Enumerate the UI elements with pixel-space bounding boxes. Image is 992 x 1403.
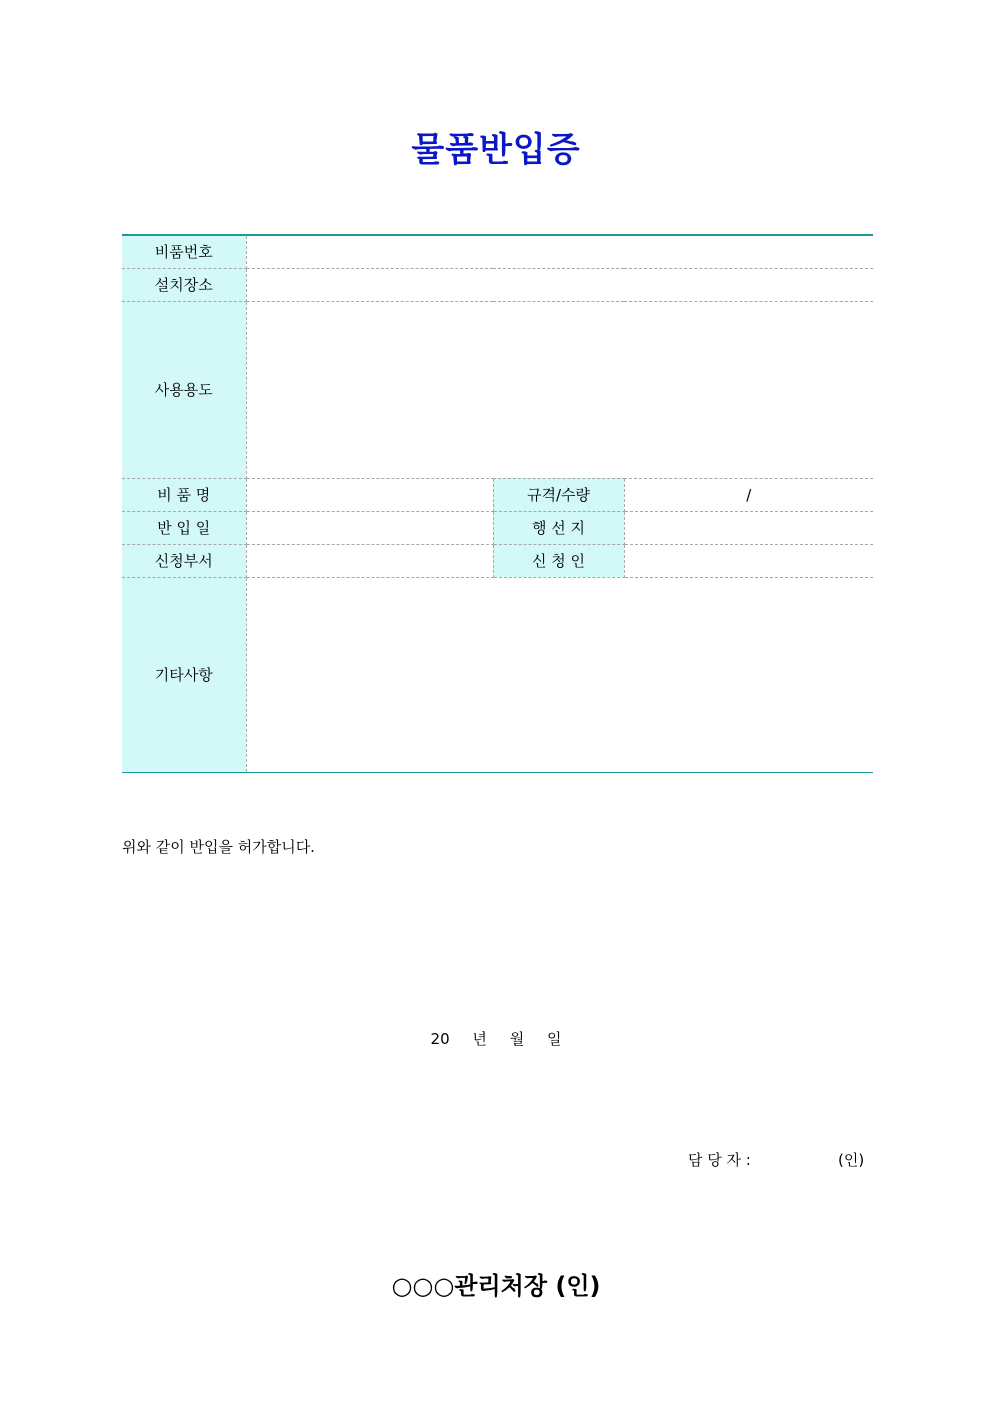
item-name-field[interactable]	[246, 478, 493, 511]
row-item-name	[122, 478, 873, 511]
manager-seal: (인)	[838, 1151, 865, 1169]
remarks-field[interactable]	[246, 577, 873, 772]
import-form-table	[122, 234, 873, 773]
manager-label: 담 당 자 :	[688, 1151, 751, 1169]
remarks-label: 기타사항	[122, 577, 246, 772]
date-year: 년	[472, 1030, 487, 1048]
date-year-prefix: 20	[430, 1030, 450, 1048]
date-month: 월	[509, 1030, 525, 1048]
import-date-field[interactable]	[246, 511, 493, 544]
install-location-label: 설치장소	[122, 268, 246, 301]
request-dept-field[interactable]	[246, 544, 493, 577]
install-location-field[interactable]	[246, 268, 873, 301]
spec-qty-field[interactable]: /	[624, 478, 873, 511]
row-usage	[122, 301, 873, 478]
manager-signature	[688, 1149, 868, 1170]
date-line	[0, 1028, 992, 1049]
usage-label: 사용용도	[122, 301, 246, 478]
item-number-field[interactable]	[246, 235, 873, 268]
import-date-label: 반 입 일	[122, 511, 246, 544]
row-request-dept	[122, 544, 873, 577]
item-number-label: 비품번호	[122, 235, 246, 268]
issuer-signature: ○○○관리처장 (인)	[391, 1272, 601, 1300]
destination-label: 행 선 지	[493, 511, 624, 544]
row-item-number	[122, 235, 873, 268]
destination-field[interactable]	[624, 511, 873, 544]
row-import-date	[122, 511, 873, 544]
requester-label: 신 청 인	[493, 544, 624, 577]
document-title: 물품반입증	[411, 130, 581, 170]
item-name-label: 비 품 명	[122, 478, 246, 511]
requester-field[interactable]	[624, 544, 873, 577]
row-remarks	[122, 577, 873, 772]
spec-qty-label: 규격/수량	[493, 478, 624, 511]
row-install-location	[122, 268, 873, 301]
permission-notice: 위와 같이 반입을 허가합니다.	[122, 838, 315, 856]
usage-field[interactable]	[246, 301, 873, 478]
request-dept-label: 신청부서	[122, 544, 246, 577]
date-day: 일	[546, 1030, 562, 1048]
